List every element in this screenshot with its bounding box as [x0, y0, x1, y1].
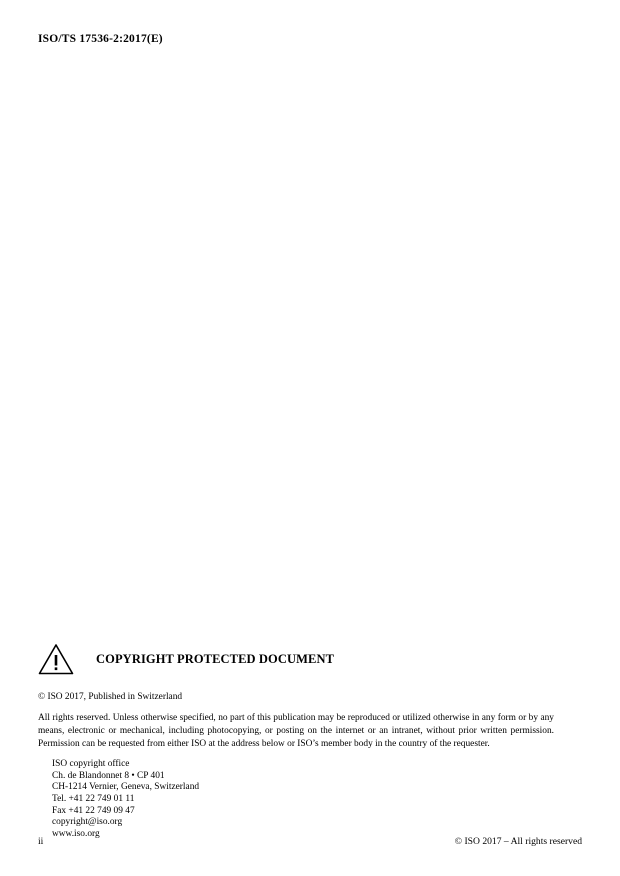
address-line: Ch. de Blandonnet 8 • CP 401 — [52, 770, 165, 781]
copyright-protected-document-block — [38, 640, 554, 840]
address-line: Fax +41 22 749 09 47 — [52, 805, 135, 816]
iso-website-link[interactable]: www.iso.org — [52, 828, 100, 839]
iso-copyright-address — [52, 759, 554, 840]
footer-page-number: ii — [38, 836, 44, 847]
copyright-header — [38, 640, 554, 678]
footer-rights-statement: © ISO 2017 – All rights reserved — [454, 836, 582, 847]
rights-paragraph: All rights reserved. Unless otherwise specified, no part of this publication may be reproduced or utilized otherwise in any form or by any means, electronic or mechanical, including photocopying, or posting on the internet or an intranet, without prior written permission. Permission can be requested from either ISO at the address below or ISO’s member body in the country of the requester. — [38, 713, 554, 749]
address-line: CH-1214 Vernier, Geneva, Switzerland — [52, 782, 200, 793]
address-line: ISO copyright office — [52, 759, 130, 770]
warning-triangle-icon — [38, 643, 74, 675]
copyright-title: COPYRIGHT PROTECTED DOCUMENT — [96, 651, 335, 666]
copyright-line: © ISO 2017, Published in Switzerland — [38, 692, 183, 702]
page-footer — [38, 836, 582, 847]
address-line: Tel. +41 22 749 01 11 — [52, 793, 135, 804]
copyright-email[interactable]: copyright@iso.org — [52, 817, 123, 828]
document-reference: ISO/TS 17536-2:2017(E) — [38, 33, 163, 45]
